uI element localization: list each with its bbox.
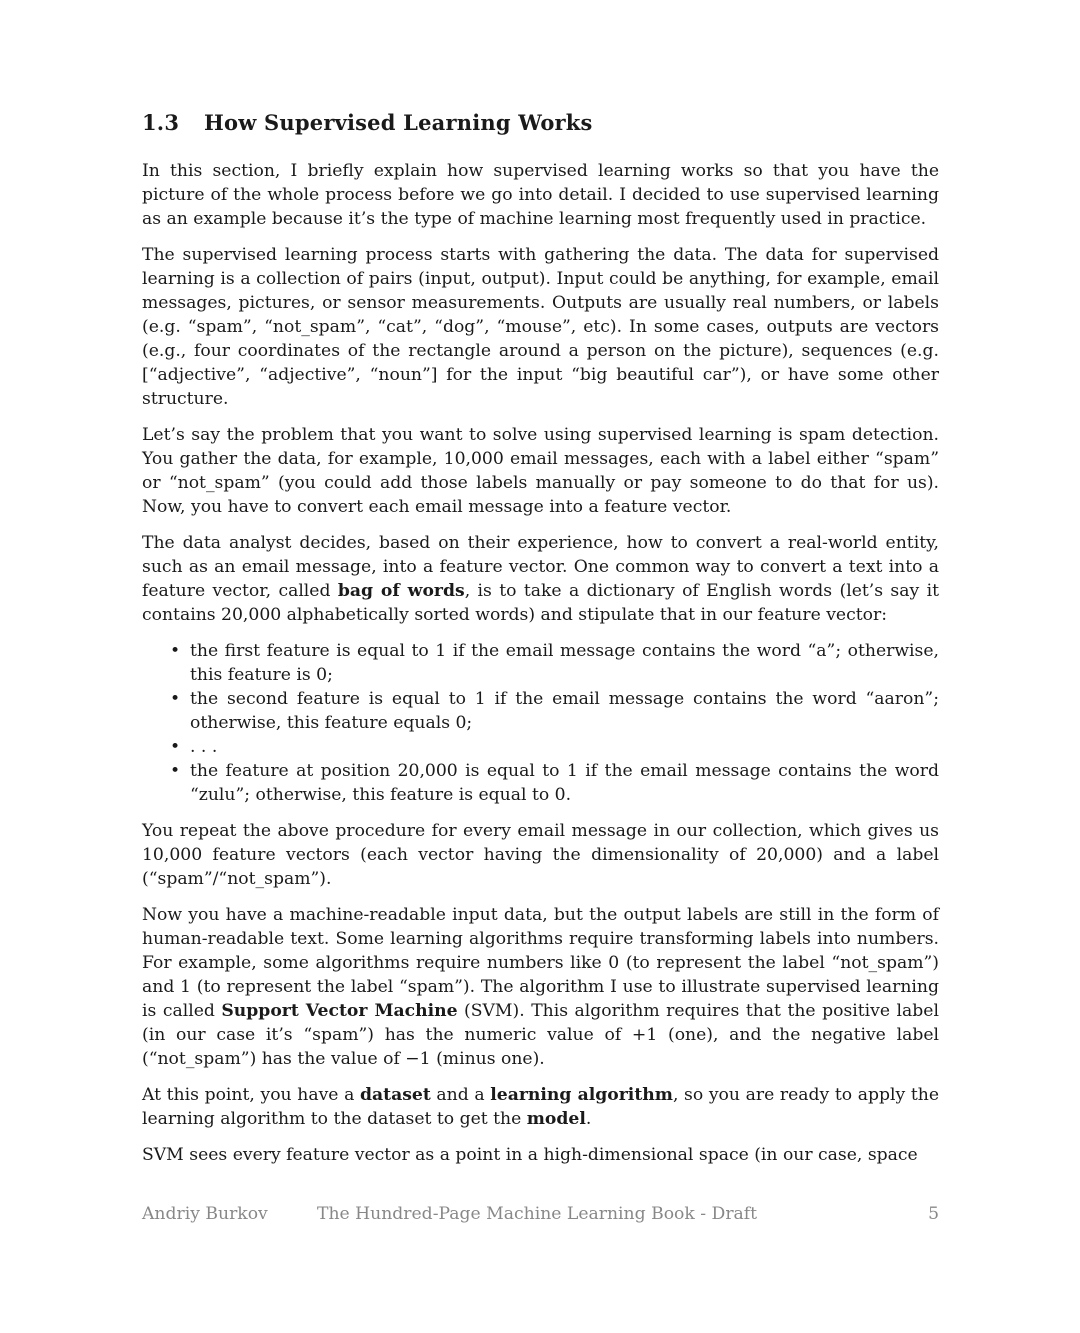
- list-item: • . . .: [190, 735, 939, 759]
- footer-author: Andriy Burkov: [142, 1204, 268, 1224]
- section-title: How Supervised Learning Works: [204, 110, 593, 135]
- section-number: 1.3: [142, 110, 180, 135]
- text-run: (SVM). This algorithm requires that the positive label (in our case it’s “spam”) has the numeric value of +1 (one), and the negative label (“not_spam”) has the value of −1 (minus one).: [142, 1001, 939, 1069]
- list-item: • the first feature is equal to 1 if the email message contains the word “a”; otherwise, this feature is 0;: [190, 639, 939, 687]
- feature-list: [142, 639, 939, 807]
- term-model: model: [526, 1109, 586, 1129]
- list-item: • the feature at position 20,000 is equal to 1 if the email message contains the word “zulu”; otherwise, this feature is equal to 0.: [190, 759, 939, 807]
- footer-page-number: 5: [928, 1204, 939, 1224]
- paragraph-bag-of-words: [142, 531, 939, 627]
- section-heading: [142, 110, 939, 135]
- page-content: [142, 110, 939, 1179]
- paragraph-svm-space: SVM sees every feature vector as a point in a high-dimensional space (in our case, space: [142, 1145, 918, 1165]
- term-bag-of-words: bag of words: [337, 581, 465, 601]
- paragraph-intro: In this section, I briefly explain how supervised learning works so that you have the picture of the whole process before we go into detail. I decided to use supervised learning as an example because it’s the type of machine learning most frequently used in practice.: [142, 161, 939, 229]
- paragraph-dataset-algorithm: [142, 1083, 939, 1131]
- text-run: The data analyst decides, based on their experience, how to convert a real-world entity, such as an email message, into a feature vector. One common way to convert a text into a feature vector, called: [142, 533, 939, 601]
- text-run: , is to take a dictionary of English words (let’s say it contains 20,000 alphabetically sorted words) and stipulate that in our feature vector:: [142, 581, 939, 625]
- paragraph-spam-detection: Let’s say the problem that you want to solve using supervised learning is spam detection. You gather the data, for example, 10,000 email messages, each with a label either “spam” or “not_spam” (you could add those labels manually or pay someone to do that for us). Now, you have to convert each email message into a feature vector.: [142, 425, 939, 517]
- term-svm: Support Vector Machine: [221, 1001, 458, 1021]
- text-run: and a: [430, 1085, 491, 1105]
- paragraph-feature-vectors: You repeat the above procedure for every email message in our collection, which gives us 10,000 feature vectors (each vector having the dimensionality of 20,000) and a label (“spam”/“not_spam”).: [142, 821, 939, 889]
- term-learning-algorithm: learning algorithm: [490, 1085, 673, 1105]
- text-run: Now you have a machine-readable input data, but the output labels are still in the form of human-readable text. Some learning algorithms require transforming labels into numbers. For example, some algorithms require numbers like 0 (to represent the label “not_spam”) and 1 (to represent the label “spam”). The algorithm I use to illustrate supervised learning is called: [142, 905, 939, 1021]
- text-run: , so you are ready to apply the learning algorithm to the dataset to get the: [142, 1085, 939, 1129]
- text-run: .: [585, 1109, 592, 1129]
- term-dataset: dataset: [359, 1085, 431, 1105]
- paragraph-labels-svm: [142, 903, 939, 1071]
- text-run: At this point, you have a: [142, 1085, 360, 1105]
- paragraph-data-gathering: The supervised learning process starts with gathering the data. The data for supervised learning is a collection of pairs (input, output). Input could be anything, for example, email messages, pictures, or sensor measurements. Outputs are usually real numbers, or labels (e.g. “spam”, “not_spam”, “cat”, “dog”, “mouse”, etc). In some cases, outputs are vectors (e.g., four coordinates of the rectangle around a person on the picture), sequences (e.g. [“adjective”, “adjective”, “noun”] for the input “big beautiful car”), or have some other structure.: [142, 245, 939, 409]
- footer-book-title: The Hundred-Page Machine Learning Book - Draft: [317, 1204, 758, 1224]
- list-item: • the second feature is equal to 1 if the email message contains the word “aaron”; otherwise, this feature equals 0;: [190, 687, 939, 735]
